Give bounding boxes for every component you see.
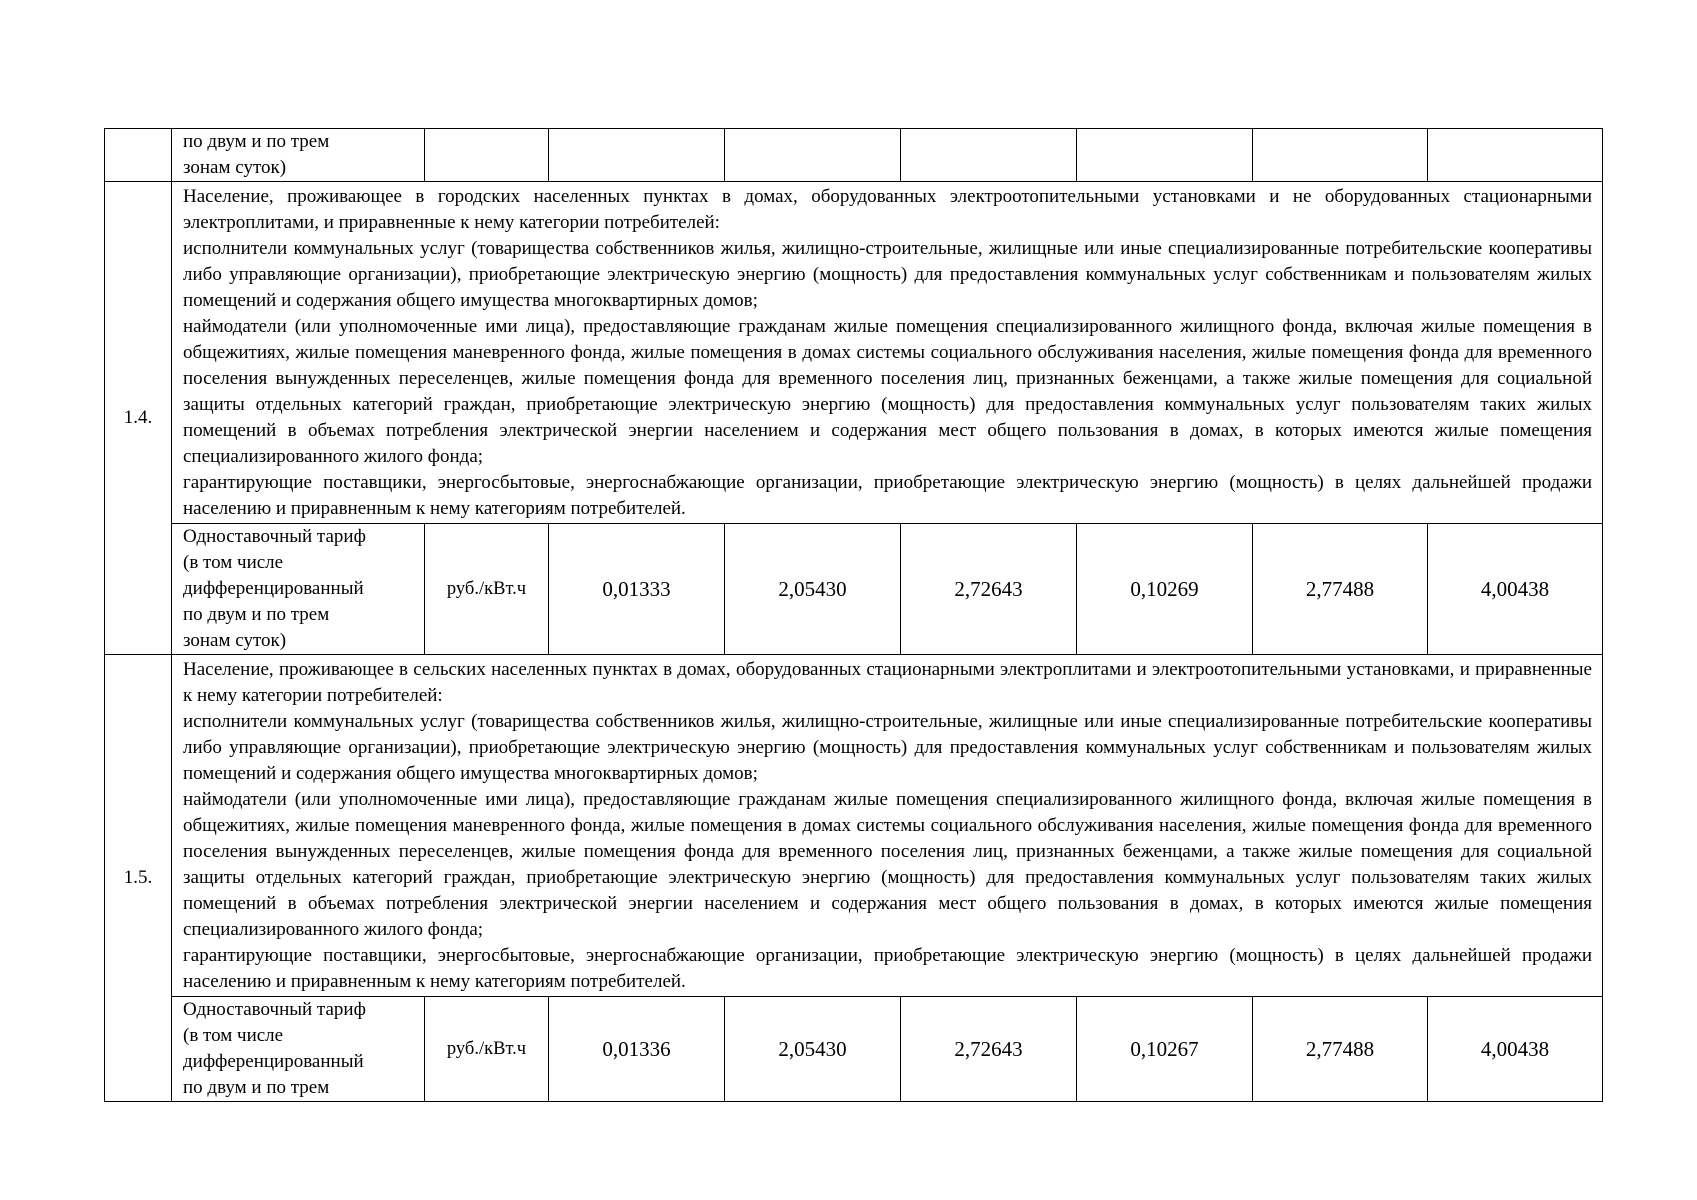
description-paragraph: наймодатели (или уполномоченные ими лица), предоставляющие гражданам жилые помещения специализированного жилищного фонда, включая жилые помещения в общежитиях, жилые помещения маневренного фонда, жилые помещения в домах системы социального обслуживания населения, жилые помещения фонда для временного поселения вынужденных переселенцев, жилые помещения фонда для временного поселения лиц, признанных беженцами, а также жилые помещения для социальной защиты отдельных категорий граждан, приобретающие электрическую энергию (мощность) для предоставления коммунальных услуг пользователям таких жилых помещений в объемах потребления электрической энергии населением и содержания мест общего пользования в домах, в которых имеются жилые помещения специализированного жилого фонда; [183, 789, 1592, 940]
value-cell [549, 129, 725, 182]
description-paragraph: исполнители коммунальных услуг (товарищества собственников жилья, жилищно-строительные, жилищные или иные специализированные потребительские кооперативы либо управляющие организации), приобретающие электрическую энергию (мощность) для предоставления коммунальных услуг собственникам и пользователям жилых помещений и содержания общего имущества многоквартирных домов; [183, 711, 1592, 784]
value-cell: 2,77488 [1253, 997, 1428, 1102]
tariff-name-cell [172, 524, 425, 655]
tariff-name-line: (в том числе [183, 552, 284, 573]
description-paragraph: Население, проживающее в сельских населенных пунктах в домах, оборудованных стационарными электроплитами и электроотопительными установками, и приравненные к нему категории потребителей: [183, 659, 1592, 706]
value-cell: 0,01333 [549, 524, 725, 655]
value-cell: 2,72643 [901, 524, 1077, 655]
tariff-name-line: дифференцированный [183, 578, 364, 599]
tariff-name-cell [172, 997, 425, 1102]
value-cell: 4,00438 [1428, 997, 1603, 1102]
tariff-table [104, 128, 1603, 1102]
tariff-name-line: зонам суток) [183, 630, 287, 651]
value-cell: 0,10269 [1077, 524, 1253, 655]
value-cell: 2,05430 [725, 997, 901, 1102]
section-number: 1.5. [105, 655, 172, 1102]
row-number-cell [105, 129, 172, 182]
value-cell [1428, 129, 1603, 182]
value-cell: 2,72643 [901, 997, 1077, 1102]
description-paragraph: наймодатели (или уполномоченные ими лица), предоставляющие гражданам жилые помещения специализированного жилищного фонда, включая жилые помещения в общежитиях, жилые помещения маневренного фонда, жилые помещения в домах системы социального обслуживания населения, жилые помещения фонда для временного поселения вынужденных переселенцев, жилые помещения фонда для временного поселения лиц, признанных беженцами, а также жилые помещения для социальной защиты отдельных категорий граждан, приобретающие электрическую энергию (мощность) для предоставления коммунальных услуг пользователям таких жилых помещений в объемах потребления электрической энергии населением и содержания мест общего пользования в домах, в которых имеются жилые помещения специализированного жилого фонда; [183, 316, 1592, 467]
section-number: 1.4. [105, 182, 172, 655]
section-description-row [105, 182, 1603, 524]
tariff-name-line: по двум и по трем [183, 604, 330, 625]
unit-cell [425, 129, 549, 182]
tariff-name-line: Одноставочный тариф [183, 526, 366, 547]
continuation-row [105, 129, 1603, 182]
value-cell: 2,77488 [1253, 524, 1428, 655]
description-paragraph: исполнители коммунальных услуг (товарищества собственников жилья, жилищно-строительные, жилищные или иные специализированные потребительские кооперативы либо управляющие организации), приобретающие электрическую энергию (мощность) для предоставления коммунальных услуг собственникам и пользователям жилых помещений и содержания общего имущества многоквартирных домов; [183, 238, 1592, 311]
value-cell: 0,10267 [1077, 997, 1253, 1102]
section-description [172, 182, 1603, 524]
tariff-name-line: по двум и по трем [183, 131, 330, 152]
value-cell [1253, 129, 1428, 182]
value-cell: 2,05430 [725, 524, 901, 655]
unit-cell: руб./кВт.ч [425, 524, 549, 655]
description-paragraph: гарантирующие поставщики, энергосбытовые, энергоснабжающие организации, приобретающие электрическую энергию (мощность) в целях дальнейшей продажи населению и приравненным к нему категориям потребителей. [183, 472, 1592, 519]
tariff-name-line: зонам суток) [183, 157, 287, 178]
tariff-name-line: Одноставочный тариф [183, 999, 366, 1020]
value-cell [901, 129, 1077, 182]
value-cell [1077, 129, 1253, 182]
tariff-name-line: (в том числе [183, 1025, 284, 1046]
value-cell: 4,00438 [1428, 524, 1603, 655]
tariff-row [105, 524, 1603, 655]
tariff-name-line: дифференцированный [183, 1051, 364, 1072]
unit-cell: руб./кВт.ч [425, 997, 549, 1102]
tariff-row [105, 997, 1603, 1102]
description-paragraph: гарантирующие поставщики, энергосбытовые, энергоснабжающие организации, приобретающие электрическую энергию (мощность) в целях дальнейшей продажи населению и приравненным к нему категориям потребителей. [183, 945, 1592, 992]
description-paragraph: Население, проживающее в городских населенных пунктах в домах, оборудованных электроотопительными установками и не оборудованных стационарными электроплитами, и приравненные к нему категории потребителей: [183, 186, 1592, 233]
section-description-row [105, 655, 1603, 997]
tariff-name-cell [172, 129, 425, 182]
value-cell: 0,01336 [549, 997, 725, 1102]
tariff-name-line: по двум и по трем [183, 1077, 330, 1098]
value-cell [725, 129, 901, 182]
section-description [172, 655, 1603, 997]
